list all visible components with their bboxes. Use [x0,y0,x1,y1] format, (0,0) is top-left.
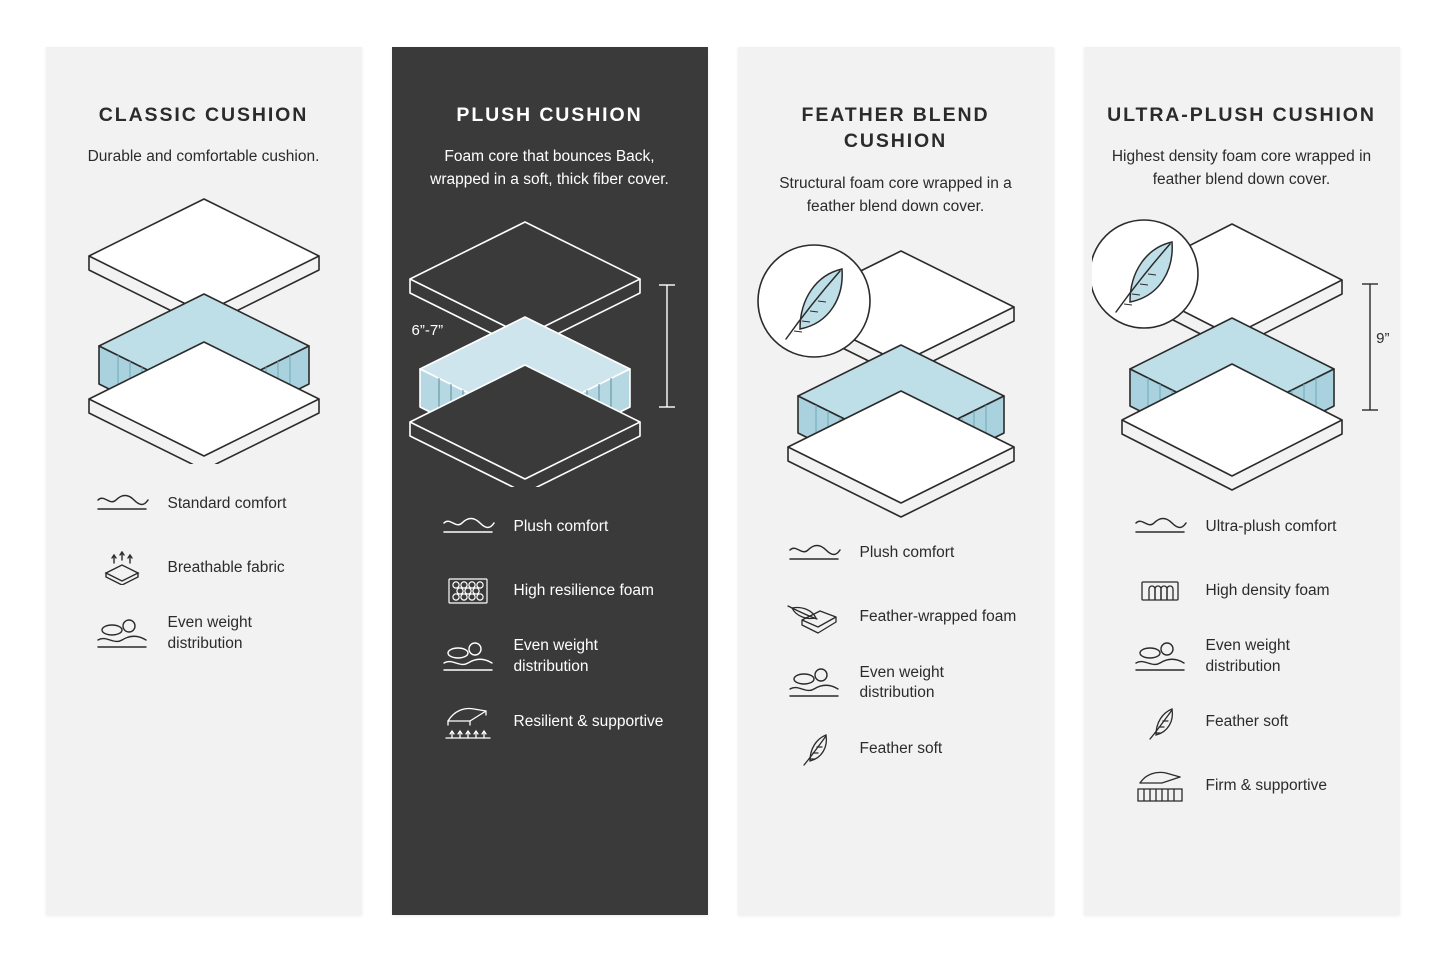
feature-item [1132,636,1364,678]
card-description: Highest density foam core wrapped in feather blend down cover. [1111,148,1372,189]
waves-icon [786,541,842,567]
feature-item [1132,508,1364,546]
cushion-card-plush [392,47,708,915]
feature-label: Even weight distribution [1205,637,1290,675]
waves-icon [94,491,150,517]
feature-label: High resilience foam [513,581,654,599]
cushion-card-feather-blend [738,47,1054,915]
waves-icon [1132,514,1188,540]
even-weight-icon [440,640,496,674]
feather-wrapped-foam-icon [786,600,842,636]
card-description: Structural foam core wrapped in a feather blend down cover. [779,174,1012,215]
supportive-seat-icon [440,705,496,741]
feature-item [786,535,1018,573]
cushion-layers-illustration [392,202,708,502]
feature-item [1132,704,1364,742]
high-density-foam-icon [1132,576,1188,606]
feature-item [1132,768,1364,806]
card-description: Foam core that bounces Back, wrapped in a soft, thick fiber cover. [430,148,669,189]
feature-label: Plush comfort [513,517,609,535]
feature-item [786,730,1018,768]
feature-label: High density foam [1205,581,1330,599]
card-title: CLASSIC CUSHION [98,104,309,126]
feather-icon [786,731,842,767]
feature-item [786,599,1018,637]
even-weight-icon [94,617,150,651]
feature-label: Feather-wrapped foam [859,608,1017,626]
feature-list [46,485,362,681]
honeycomb-foam-icon [440,574,496,608]
card-title: ULTRA-PLUSH CUSHION [1107,104,1376,126]
cushion-card-classic [46,47,362,915]
even-weight-icon [1132,640,1188,674]
feature-label: Even weight distribution [513,637,598,675]
feature-label: Standard comfort [167,494,287,512]
feature-item [94,549,326,587]
feature-list [392,508,708,768]
feature-label: Even weight distribution [167,614,252,653]
feature-list [1084,508,1400,832]
card-title: FEATHER BLEND CUSHION [801,104,990,153]
feature-item [440,636,672,678]
feature-label: Firm & supportive [1205,777,1327,795]
dimension-label: 9” [1376,330,1390,348]
feature-item [1132,572,1364,610]
feature-item [94,613,326,655]
breathable-fabric-icon [94,551,150,585]
feature-label: Ultra-plush comfort [1205,517,1337,535]
feature-item [94,485,326,523]
feature-label: Feather soft [859,739,943,757]
cushion-card-ultra-plush [1084,47,1400,915]
dimension-label: 6”-7” [411,322,444,340]
waves-icon [440,514,496,540]
firm-supportive-icon [1132,769,1188,805]
feature-item [440,572,672,610]
feature-list [738,535,1054,795]
feature-item [440,704,672,742]
feather-icon [1132,705,1188,741]
even-weight-icon [786,666,842,700]
feature-item [786,663,1018,705]
card-description: Durable and comfortable cushion. [87,148,320,166]
feature-label: Even weight distribution [859,663,944,702]
feature-label: Resilient & supportive [513,713,664,731]
cushion-layers-illustration [738,229,1054,529]
feature-label: Breathable fabric [167,558,285,576]
feature-item [440,508,672,546]
feature-label: Plush comfort [859,544,955,562]
cushion-layers-illustration [46,179,362,479]
card-title: PLUSH CUSHION [456,104,643,126]
cushion-layers-illustration [1084,202,1400,502]
feature-label: Feather soft [1205,713,1289,731]
